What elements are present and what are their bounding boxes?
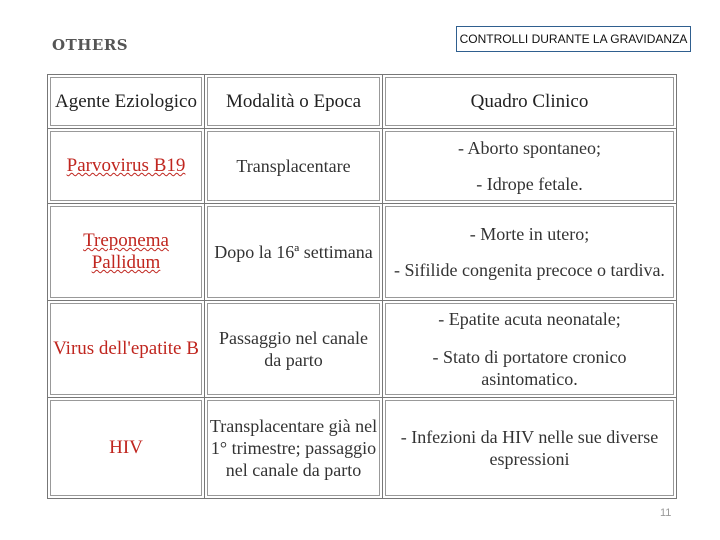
agent-cell <box>48 398 205 499</box>
slide-heading: OTHERS <box>52 36 129 54</box>
mode-cell: Passaggio nel canale da parto <box>205 301 383 398</box>
agent-name: Treponema Pallidum <box>83 230 169 273</box>
clinical-cell <box>383 301 677 398</box>
clinical-item: - Infezioni da HIV nelle sue diverse espressioni <box>400 427 659 469</box>
header-agent: Agente Eziologico <box>48 75 205 129</box>
mode-cell: Transplacentare <box>205 129 383 204</box>
agent-name: Virus dell'epatite B <box>53 338 199 359</box>
clinical-item: - Epatite acuta neonatale; <box>438 309 621 329</box>
page-number: 11 <box>660 507 672 519</box>
clinical-item: - Morte in utero; <box>469 224 590 244</box>
table-header-row <box>48 75 677 129</box>
clinical-cell <box>383 398 677 499</box>
infection-table <box>47 74 676 498</box>
agent-cell <box>48 129 205 204</box>
header-clinical: Quadro Clinico <box>383 75 677 129</box>
mode-cell: Dopo la 16ª settimana <box>205 204 383 301</box>
agent-cell <box>48 301 205 398</box>
table-row <box>48 129 677 204</box>
agent-cell <box>48 204 205 301</box>
table-row <box>48 301 677 398</box>
mode-cell: Transplacentare già nel 1° trimestre; passaggio nel canale da parto <box>205 398 383 499</box>
clinical-item: - Stato di portatore cronico asintomatico. <box>432 347 627 389</box>
header-mode: Modalità o Epoca <box>205 75 383 129</box>
table-row <box>48 398 677 499</box>
slide-title-box: CONTROLLI DURANTE LA GRAVIDANZA <box>456 26 691 52</box>
agent-name: Parvovirus B19 <box>66 155 186 176</box>
clinical-item: - Idrope fetale. <box>476 174 583 194</box>
clinical-item: - Sifilide congenita precoce o tardiva. <box>394 260 665 280</box>
clinical-cell <box>383 129 677 204</box>
clinical-cell <box>383 204 677 301</box>
clinical-item: - Aborto spontaneo; <box>458 138 601 158</box>
agent-name: HIV <box>109 437 143 458</box>
table-row <box>48 204 677 301</box>
